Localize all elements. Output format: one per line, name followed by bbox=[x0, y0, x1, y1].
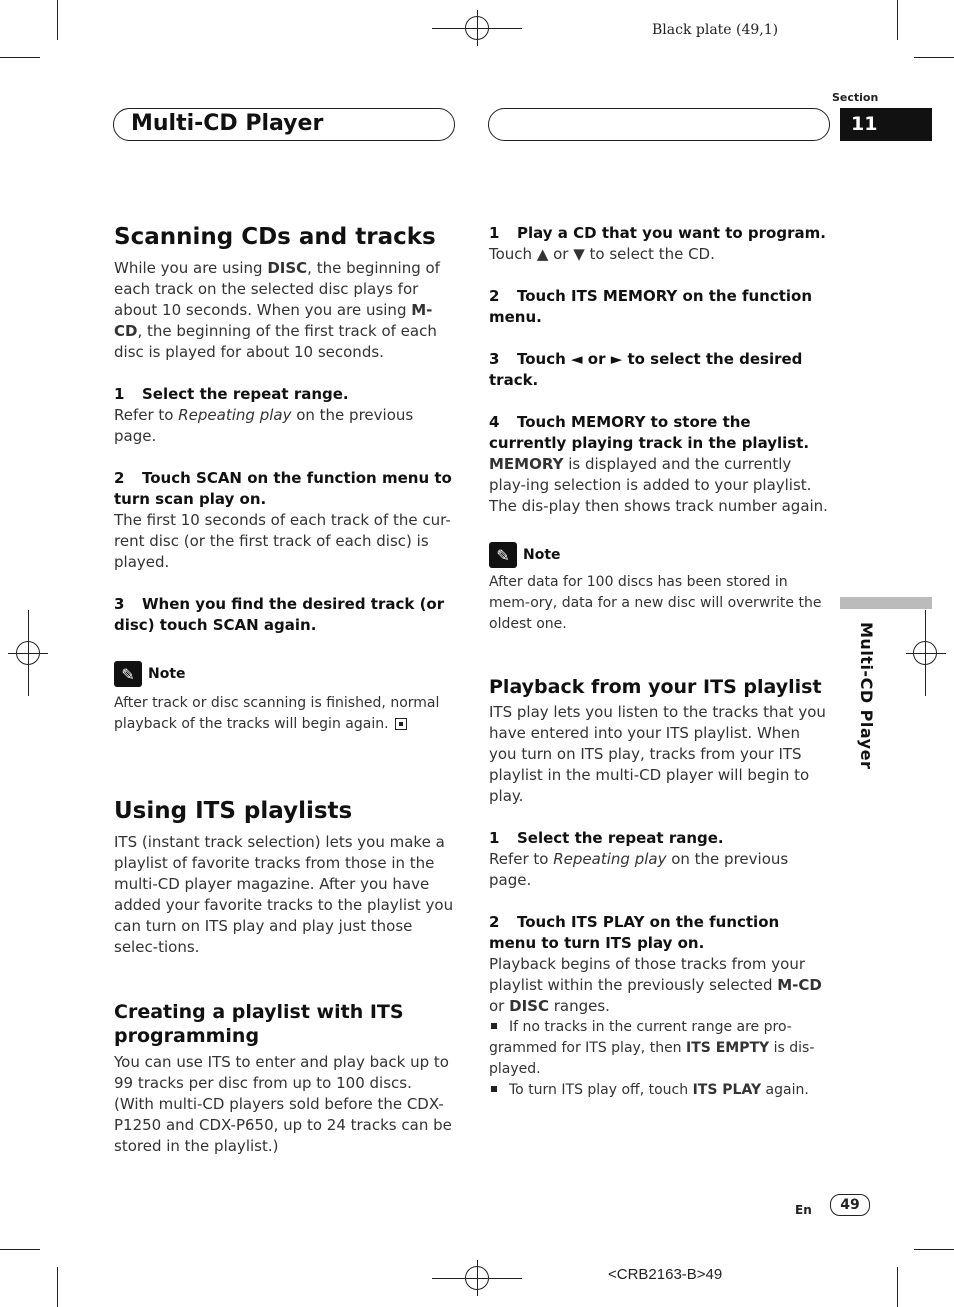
scan-step-2-body: The first 10 seconds of each track of the cur-rent disc (or the first track of each disc) is played. bbox=[114, 511, 451, 571]
scan-step-1: 1 Select the repeat range. bbox=[114, 385, 349, 403]
play-step-1: 1 Select the repeat range. bbox=[489, 829, 724, 847]
playback-heading: Playback from your ITS playlist bbox=[489, 676, 822, 698]
footer-code: <CRB2163-B>49 bbox=[608, 1266, 723, 1283]
header-title: Multi-CD Player bbox=[131, 111, 324, 136]
play-step-2-body: Playback begins of those tracks from your playlist within the previously selected M-CD or DISC ranges. bbox=[489, 955, 822, 1015]
crop-mark bbox=[897, 1267, 898, 1307]
pencil-icon: ✎ bbox=[489, 542, 517, 568]
left-column bbox=[114, 223, 456, 1157]
scan-heading: Scanning CDs and tracks bbox=[114, 224, 436, 250]
registration-mark bbox=[465, 16, 489, 40]
prog-step-1: 1 Play a CD that you want to program. bbox=[489, 224, 826, 242]
crop-mark bbox=[57, 1267, 58, 1307]
prog-note-body: After data for 100 discs has been stored in mem-ory, data for a new disc will overwrite the oldest one. bbox=[489, 574, 822, 632]
bullet-item: To turn ITS play off, touch ITS PLAY again. bbox=[489, 1080, 831, 1101]
section-label: Section bbox=[832, 91, 879, 104]
end-mark-icon bbox=[395, 718, 407, 730]
crop-mark bbox=[0, 57, 40, 58]
scan-note-header: ✎ Note bbox=[114, 661, 456, 687]
scan-step-3: 3 When you find the desired track (or disc) touch SCAN again. bbox=[114, 595, 445, 634]
registration-mark bbox=[16, 641, 40, 665]
crop-mark bbox=[0, 1249, 40, 1250]
side-tab-bar bbox=[840, 597, 932, 609]
header-blank-frame bbox=[488, 108, 830, 141]
prog-step-4: 4 Touch MEMORY to store the currently playing track in the playlist. bbox=[489, 413, 810, 452]
pencil-icon: ✎ bbox=[114, 661, 142, 687]
prog-step-4-body: MEMORY is displayed and the currently play-ing selection is added to your playlist. The dis-play then shows track number again. bbox=[489, 455, 828, 515]
scan-intro: While you are using DISC, the beginning of each track on the selected disc plays for about 10 seconds. When you are using M-CD, the beginning of the first track of each disc is played for about 10 seconds. bbox=[114, 259, 440, 361]
its-heading: Using ITS playlists bbox=[114, 798, 353, 824]
crop-mark bbox=[914, 57, 954, 58]
play-step-1-body: Refer to Repeating play on the previous page. bbox=[489, 850, 789, 889]
scan-note-body: After track or disc scanning is finished, normal playback of the tracks will begin again. bbox=[114, 695, 440, 732]
play-step-2: 2 Touch ITS PLAY on the function menu to turn ITS play on. bbox=[489, 913, 780, 952]
prog-step-1-body: Touch ▲ or ▼ to select the CD. bbox=[489, 245, 715, 263]
registration-mark bbox=[465, 1266, 489, 1290]
bullet-icon bbox=[491, 1086, 497, 1092]
bullet-item: If no tracks in the current range are pro-grammed for ITS play, then ITS EMPTY is dis-played. bbox=[489, 1019, 815, 1077]
page-language: En bbox=[795, 1203, 812, 1217]
page-number: 49 bbox=[830, 1194, 870, 1216]
create-heading: Creating a playlist with ITS programming bbox=[114, 1001, 404, 1047]
scan-step-1-body: Refer to Repeating play on the previous page. bbox=[114, 406, 414, 445]
crop-mark bbox=[897, 0, 898, 40]
its-intro: ITS (instant track selection) lets you make a playlist of favorite tracks from those in the multi-CD player magazine. After you have added your favorite tracks to the playlist you can turn on ITS play and play just those selec-tions. bbox=[114, 833, 454, 956]
crop-mark bbox=[57, 0, 58, 40]
prog-note-header: ✎ Note bbox=[489, 542, 831, 568]
plate-label: Black plate (49,1) bbox=[652, 22, 779, 38]
scan-step-2: 2 Touch SCAN on the function menu to turn scan play on. bbox=[114, 469, 452, 508]
bullet-icon bbox=[491, 1023, 497, 1029]
prog-step-2: 2 Touch ITS MEMORY on the function menu. bbox=[489, 287, 813, 326]
prog-step-3: 3 Touch ◄ or ► to select the desired track. bbox=[489, 350, 803, 389]
side-tab-label: Multi-CD Player bbox=[857, 622, 876, 770]
crop-mark bbox=[914, 1249, 954, 1250]
registration-mark bbox=[913, 641, 937, 665]
section-number: 11 bbox=[851, 113, 878, 135]
create-intro: You can use ITS to enter and play back up to 99 tracks per disc from up to 100 discs. (With multi-CD players sold before the CDX-P1250 and CDX-P650, up to 24 tracks can be stored in the playlist.) bbox=[114, 1053, 452, 1155]
playback-intro: ITS play lets you listen to the tracks that you have entered into your ITS playlist. When you turn on ITS play, tracks from your ITS playlist in the multi-CD player will begin to play. bbox=[489, 703, 826, 805]
right-column bbox=[489, 223, 831, 1101]
